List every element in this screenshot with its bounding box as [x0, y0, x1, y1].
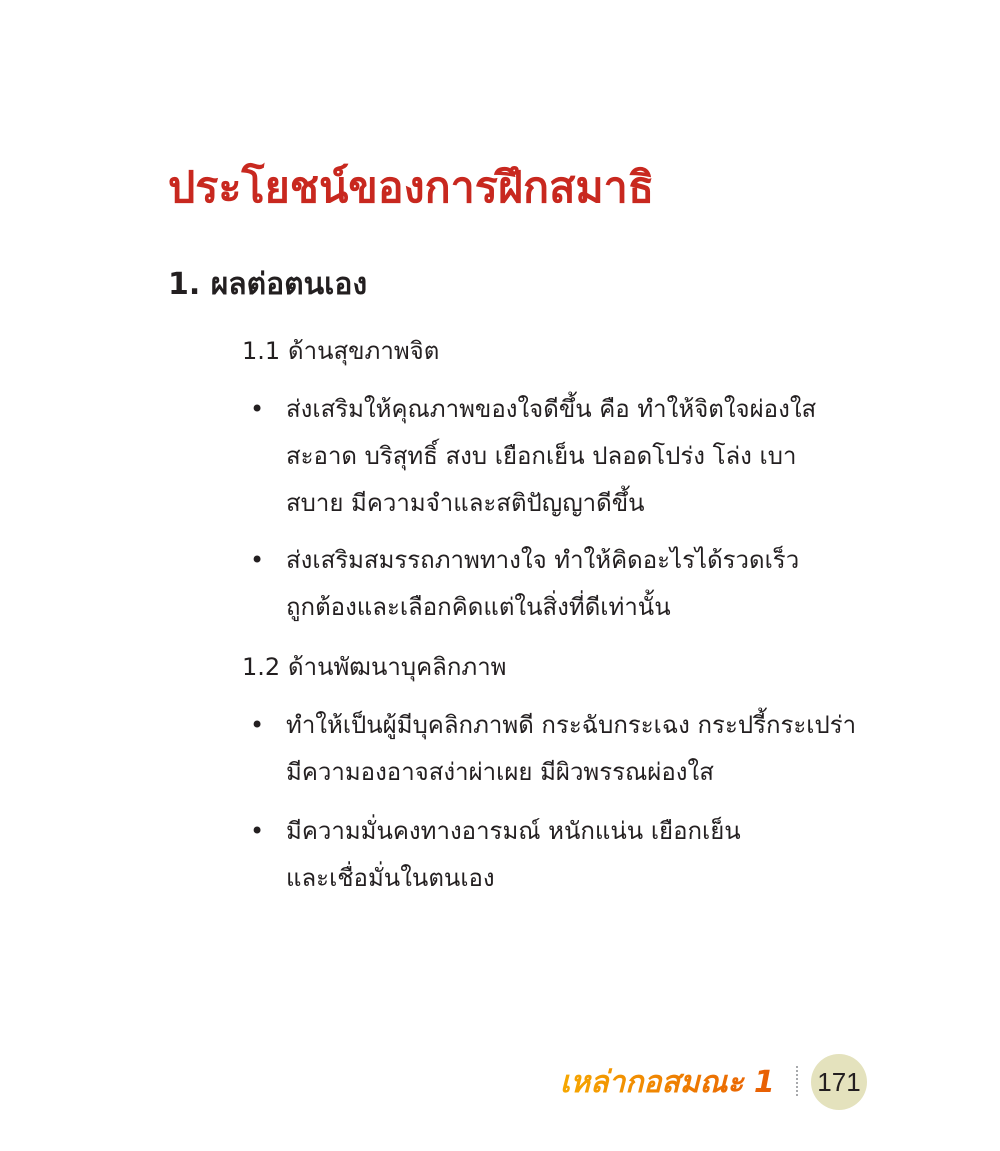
book-logo: [556, 1056, 790, 1106]
list-item-text: [286, 537, 886, 631]
logo-text: เหล่ากอสมณะ 1: [560, 1065, 775, 1100]
text-line: มีความมั่นคงทางอารมณ์ หนักแน่น เยือกเย็น: [286, 817, 741, 845]
text-line: ส่งเสริมสมรรถภาพทางใจ ทำให้คิดอะไรได้รวดเร็ว: [286, 546, 800, 574]
text-line: ส่งเสริมให้คุณภาพของใจดีขึ้น คือ ทำให้จิตใจผ่องใส: [286, 395, 817, 423]
text-line: มีความองอาจสง่าผ่าเผย มีผิวพรรณผ่องใส: [286, 758, 714, 786]
subsection-number: 1.2: [242, 653, 281, 681]
subsection-heading-personality: [242, 649, 507, 685]
subsection-label: ด้านสุขภาพจิต: [288, 337, 440, 365]
subsection-label: ด้านพัฒนาบุคลิกภาพ: [288, 653, 507, 681]
list-item-text: [286, 702, 886, 796]
page-title: ประโยชน์ของการฝึกสมาธิ: [168, 163, 655, 213]
bullet-icon: •: [250, 546, 265, 574]
section-heading: 1. ผลต่อตนเอง: [168, 267, 368, 302]
bullet-icon: •: [250, 395, 265, 423]
subsection-heading-mental-health: [242, 333, 439, 369]
text-line: และเชื่อมั่นในตนเอง: [286, 864, 495, 892]
text-line: ทำให้เป็นผู้มีบุคลิกภาพดี กระฉับกระเฉง กระปรี้กระเปร่า: [286, 711, 857, 739]
bullet-icon: •: [250, 817, 265, 845]
page-number: 171: [817, 1067, 861, 1097]
page-number-badge: [811, 1054, 867, 1110]
footer-divider: [796, 1066, 798, 1096]
bullet-icon: •: [250, 711, 265, 739]
text-line: ถูกต้องและเลือกคิดแต่ในสิ่งที่ดีเท่านั้น: [286, 593, 671, 621]
text-line: สะอาด บริสุทธิ์ สงบ เยือกเย็น ปลอดโปร่ง โล่ง เบา: [286, 442, 797, 470]
list-item-text: [286, 386, 886, 527]
list-item-text: [286, 808, 886, 902]
subsection-number: 1.1: [242, 337, 281, 365]
text-line: สบาย มีความจำและสติปัญญาดีขึ้น: [286, 489, 645, 517]
